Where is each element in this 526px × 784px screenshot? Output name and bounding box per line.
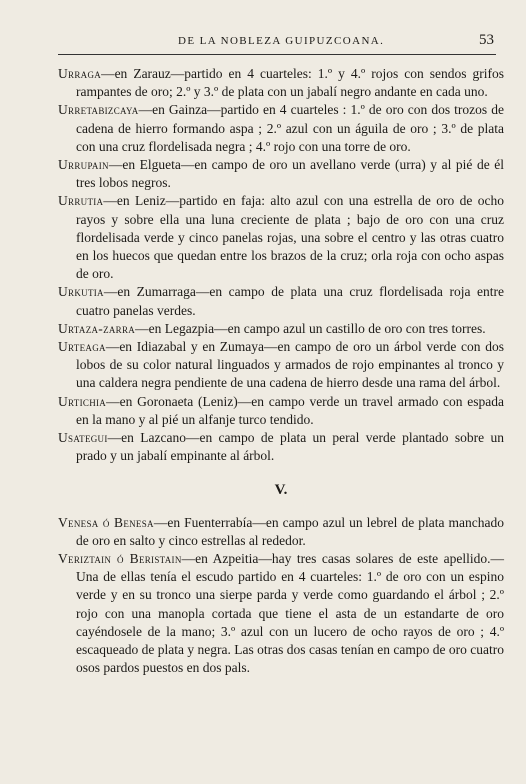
entry-text: —en Goronaeta (Leniz)—en campo verde un travel armado con espada en la mano y al pié un alfanje turco tendido. xyxy=(76,393,504,427)
entry-name: Urteaga xyxy=(58,339,106,355)
entry-name: Urrupain xyxy=(58,157,109,173)
entry-name: Urtaza-zarra xyxy=(58,320,136,336)
entry-urrutia xyxy=(58,192,504,283)
running-head-title: DE LA NOBLEZA GUIPUZCOANA. xyxy=(178,35,385,47)
entry-text: —en Legazpia—en campo azul un castillo de oro con tres torres. xyxy=(135,320,486,336)
page-number: 53 xyxy=(479,32,494,48)
entry-name: Venesa ó Benesa xyxy=(58,514,154,530)
section-heading: V. xyxy=(274,482,288,499)
entry-name: Urtichia xyxy=(58,393,107,409)
entry-urtichia xyxy=(58,393,504,429)
entry-text: —en Gainza—partido en 4 cuarteles : 1.º de oro con dos trozos de cadena de hierro formando aspa ; 2.º azul con un águila de oro ; 3.º de plata con una cruz flordelisada negra ; 4.º rojo con una torre de oro. xyxy=(76,102,504,154)
entry-urraga xyxy=(58,65,504,101)
entry-urteaga xyxy=(58,338,504,393)
entry-urtaza-zarra xyxy=(58,320,504,338)
entry-urrupain xyxy=(58,156,504,192)
entry-text: —en Leniz—partido en faja: alto azul con una estrella de oro de ocho rayos y sobre ella una luna creciente de plata ; bajo de oro con una cruz flordelisada verde y cinco panelas rojas, una sobre el centro y las otras cuatro en los huecos que quedan entre los brazos de la cruz; orla roja con ocho aspas de oro. xyxy=(76,193,504,282)
entry-text: —en Idiazabal y en Zumaya—en campo de oro un árbol verde con dos lobos de su color natural linguados y armados de rojo empinantes al tronco y una caldera negra pendiente de una cadena de hierro desde una rama del árbol. xyxy=(76,339,504,391)
entry-venesa xyxy=(58,514,504,550)
entry-name: Veriztain ó Beristain xyxy=(58,551,182,567)
entry-text: —en Zumarraga—en campo de plata una cruz flordelisada roja entre cuatro panelas verdes. xyxy=(76,284,504,318)
entry-text: —en Zarauz—partido en 4 cuarteles: 1.º y 4.º rojos con sendos grifos rampantes de oro; 2.º y 3.º de plata con un jabalí negro andante en cada uno. xyxy=(76,66,504,100)
entry-name: Usategui xyxy=(58,430,108,446)
entry-name: Urraga xyxy=(58,66,102,81)
entry-name: Urrutia xyxy=(58,193,104,209)
entry-text: —en Azpeitia—hay tres casas solares de este apellido.—Una de ellas tenía el escudo partido en 4 cuarteles: 1.º de oro con un espino verde y en su tronco una sierpe parda y verde como guardando el árbol ; 2.º rojo con una manopla cortada que tiene el asta de un estandarte de oro cayéndosele de la mano; 3.º azul con un lucero de ocho rayos de oro ; 4.º escaqueado de plata y negra. Las otras dos casas tenían en campo de oro cuatro osos pardos puestos en dos pals. xyxy=(76,551,504,676)
entry-usategui xyxy=(58,429,504,465)
entry-text: —en Lazcano—en campo de plata un peral verde plantado sobre un prado y un jabalí empinante al árbol. xyxy=(76,430,504,464)
entry-urkutia xyxy=(58,283,504,319)
entry-text: —en Fuenterrabía—en campo azul un lebrel de plata manchado de oro en salto y cinco estrellas al rededor. xyxy=(76,514,504,548)
page-body xyxy=(58,65,504,678)
entry-text: —en Elgueta—en campo de oro un avellano verde (urra) y al pié de él tres lobos negros. xyxy=(76,157,504,191)
entry-urretabizcaya xyxy=(58,101,504,156)
entry-name: Urretabizcaya xyxy=(58,102,139,118)
entry-name: Urkutia xyxy=(58,284,104,300)
running-head xyxy=(58,32,496,55)
entry-veriztain xyxy=(58,550,504,677)
